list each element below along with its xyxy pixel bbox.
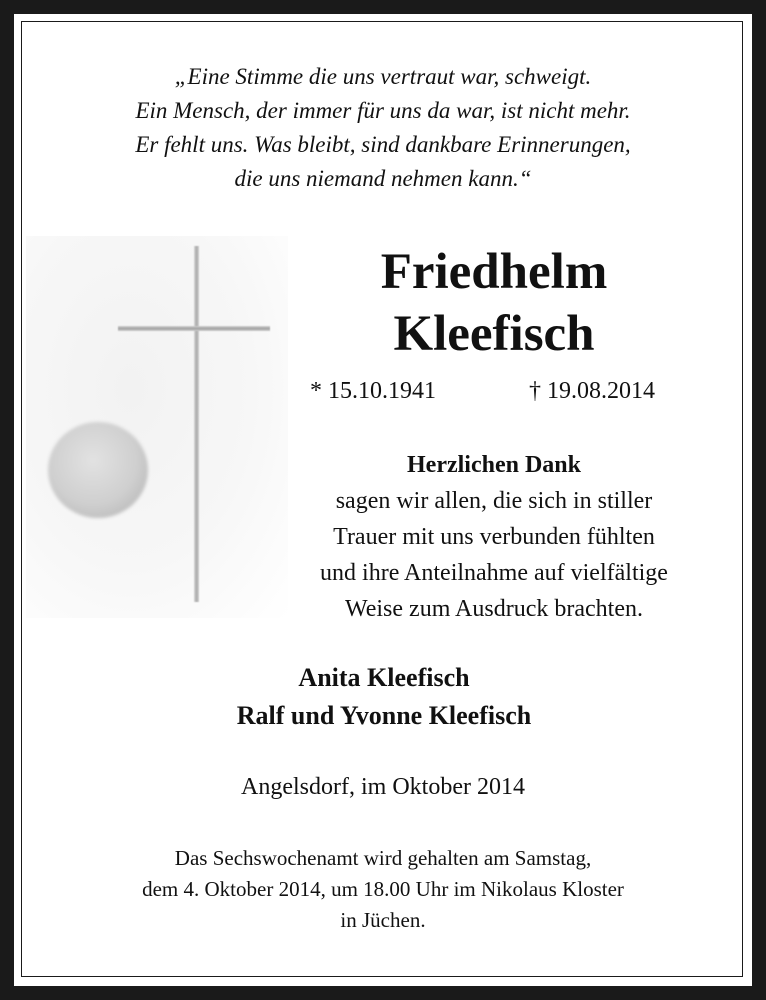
quote-line: Er fehlt uns. Was bleibt, sind dankbare Erinnerungen, (135, 132, 631, 157)
thanks-line: Weise zum Ausdruck brachten. (345, 596, 643, 622)
cross-vertical-beam (194, 246, 199, 602)
thanks-line: Trauer mit uns verbunden fühlten (333, 524, 655, 550)
place-and-date: Angelsdorf, im Oktober 2014 (241, 774, 525, 800)
quote-line: die uns niemand nehmen kann.“ (234, 166, 532, 191)
quote-line: Ein Mensch, der immer für uns da war, ist nicht mehr. (135, 98, 631, 123)
signer-name: Anita Kleefisch (298, 663, 470, 692)
deceased-last-name: Kleefisch (393, 306, 595, 362)
birth-date: * 15.10.1941 (310, 378, 436, 404)
memorial-quote (14, 60, 752, 196)
signer-name: Ralf und Yvonne Kleefisch (236, 701, 532, 730)
sphere-shape (48, 422, 148, 518)
obituary-card (14, 14, 752, 986)
cross-illustration (26, 236, 288, 618)
death-date: † 19.08.2014 (529, 378, 655, 404)
quote-line: „Eine Stimme die uns vertraut war, schweigt. (174, 64, 592, 89)
thanks-line: sagen wir allen, die sich in stiller (335, 488, 653, 514)
service-notice (14, 843, 752, 936)
signers (144, 659, 624, 735)
thanks-heading: Herzlichen Dank (407, 452, 581, 478)
service-line: Das Sechswochenamt wird gehalten am Samstag, (174, 846, 592, 870)
deceased-first-name: Friedhelm (380, 244, 608, 300)
cross-horizontal-beam (118, 326, 270, 331)
thanks-section (274, 447, 714, 627)
thanks-line: und ihre Anteilnahme auf vielfältige (320, 560, 668, 586)
service-line: in Jüchen. (340, 908, 426, 932)
service-line: dem 4. Oktober 2014, um 18.00 Uhr im Nikolaus Kloster (142, 877, 624, 901)
